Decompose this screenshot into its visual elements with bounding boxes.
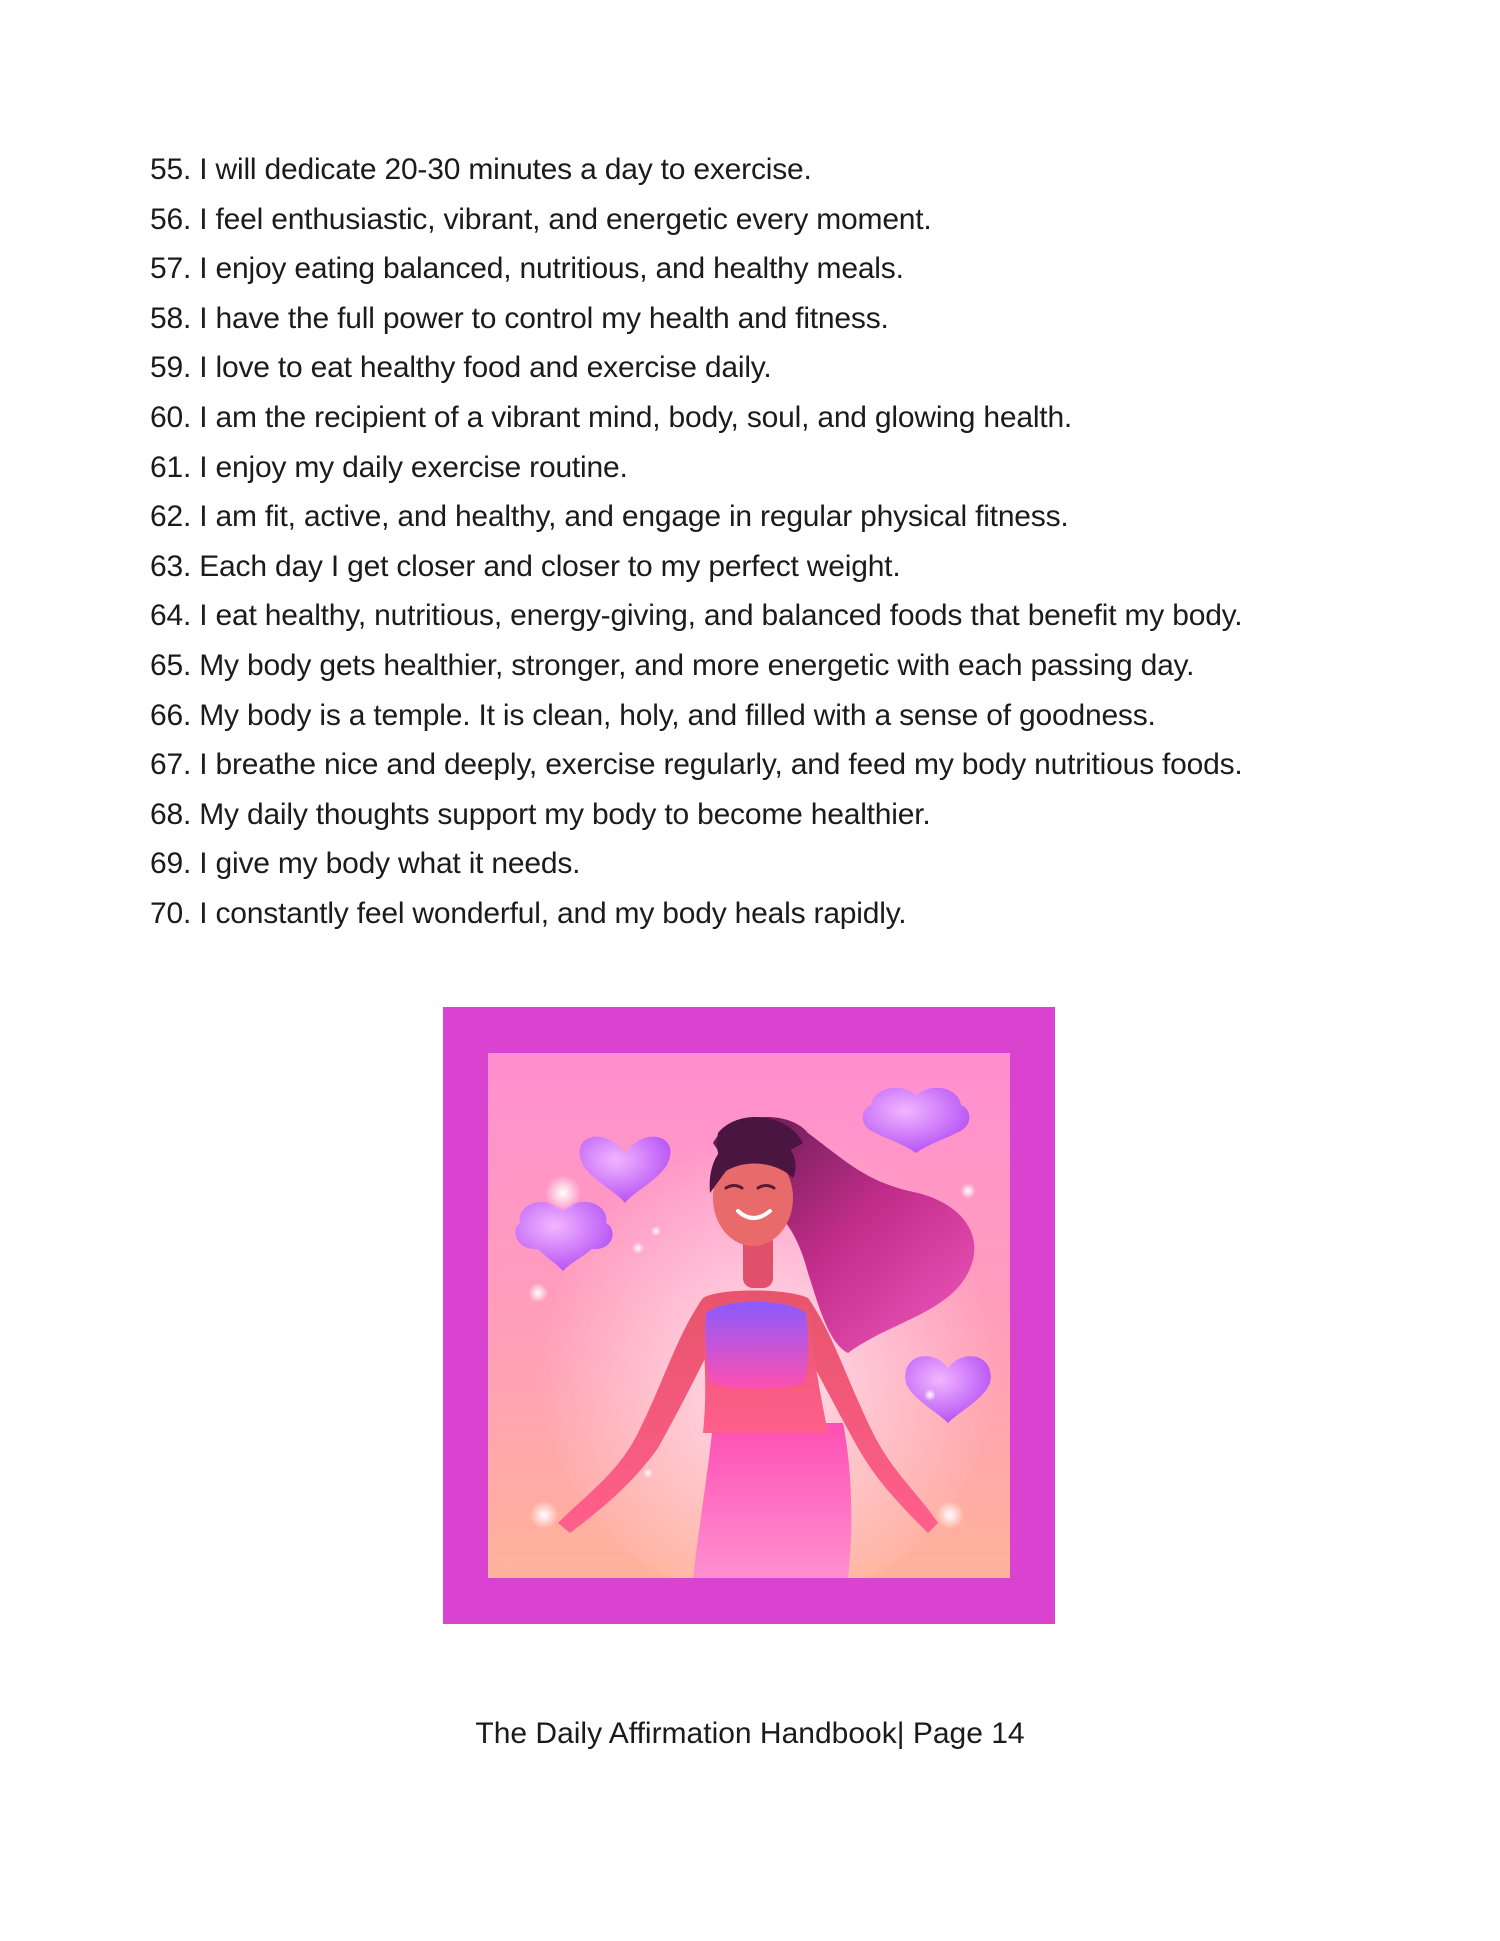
sparkle-icon	[632, 1242, 644, 1254]
wellness-illustration-frame	[443, 1007, 1055, 1624]
page-footer: The Daily Affirmation Handbook| Page 14	[475, 1717, 1025, 1750]
affirmation-item: 67. I breathe nice and deeply, exercise regularly, and feed my body nutritious foods.	[150, 748, 1243, 782]
affirmation-item: 58. I have the full power to control my health and fitness.	[150, 301, 889, 335]
sparkle-icon	[924, 1389, 936, 1401]
affirmation-item: 59. I love to eat healthy food and exercise daily.	[150, 351, 772, 385]
sports-top	[705, 1302, 808, 1389]
sparkle-icon	[936, 1501, 964, 1529]
affirmation-item: 62. I am fit, active, and healthy, and engage in regular physical fitness.	[150, 500, 1069, 534]
sparkle-icon	[651, 1226, 661, 1236]
affirmation-item: 57. I enjoy eating balanced, nutritious, and healthy meals.	[150, 252, 904, 286]
affirmation-item: 69. I give my body what it needs.	[150, 847, 581, 881]
sparkle-icon	[545, 1175, 581, 1211]
sparkle-icon	[528, 1283, 548, 1303]
affirmation-item: 64. I eat healthy, nutritious, energy-giving, and balanced foods that benefit my body.	[150, 599, 1243, 633]
sparkle-icon	[530, 1501, 558, 1529]
affirmation-item: 65. My body gets healthier, stronger, and more energetic with each passing day.	[150, 648, 1195, 682]
affirmation-item: 68. My daily thoughts support my body to become healthier.	[150, 797, 931, 831]
affirmation-item: 66. My body is a temple. It is clean, holy, and filled with a sense of goodness.	[150, 698, 1156, 732]
affirmation-item: 60. I am the recipient of a vibrant mind, body, soul, and glowing health.	[150, 400, 1073, 434]
affirmation-item: 56. I feel enthusiastic, vibrant, and energetic every moment.	[150, 202, 932, 236]
affirmation-item: 61. I enjoy my daily exercise routine.	[150, 450, 628, 484]
affirmation-item: 70. I constantly feel wonderful, and my body heals rapidly.	[150, 896, 907, 930]
sparkle-icon	[960, 1183, 976, 1199]
affirmation-list	[150, 145, 1243, 939]
leggings	[693, 1423, 851, 1578]
affirmation-item: 55. I will dedicate 20-30 minutes a day to exercise.	[150, 153, 812, 186]
wellness-illustration	[488, 1053, 1010, 1578]
affirmation-item: 63. Each day I get closer and closer to my perfect weight.	[150, 549, 901, 583]
sparkle-icon	[643, 1468, 653, 1478]
